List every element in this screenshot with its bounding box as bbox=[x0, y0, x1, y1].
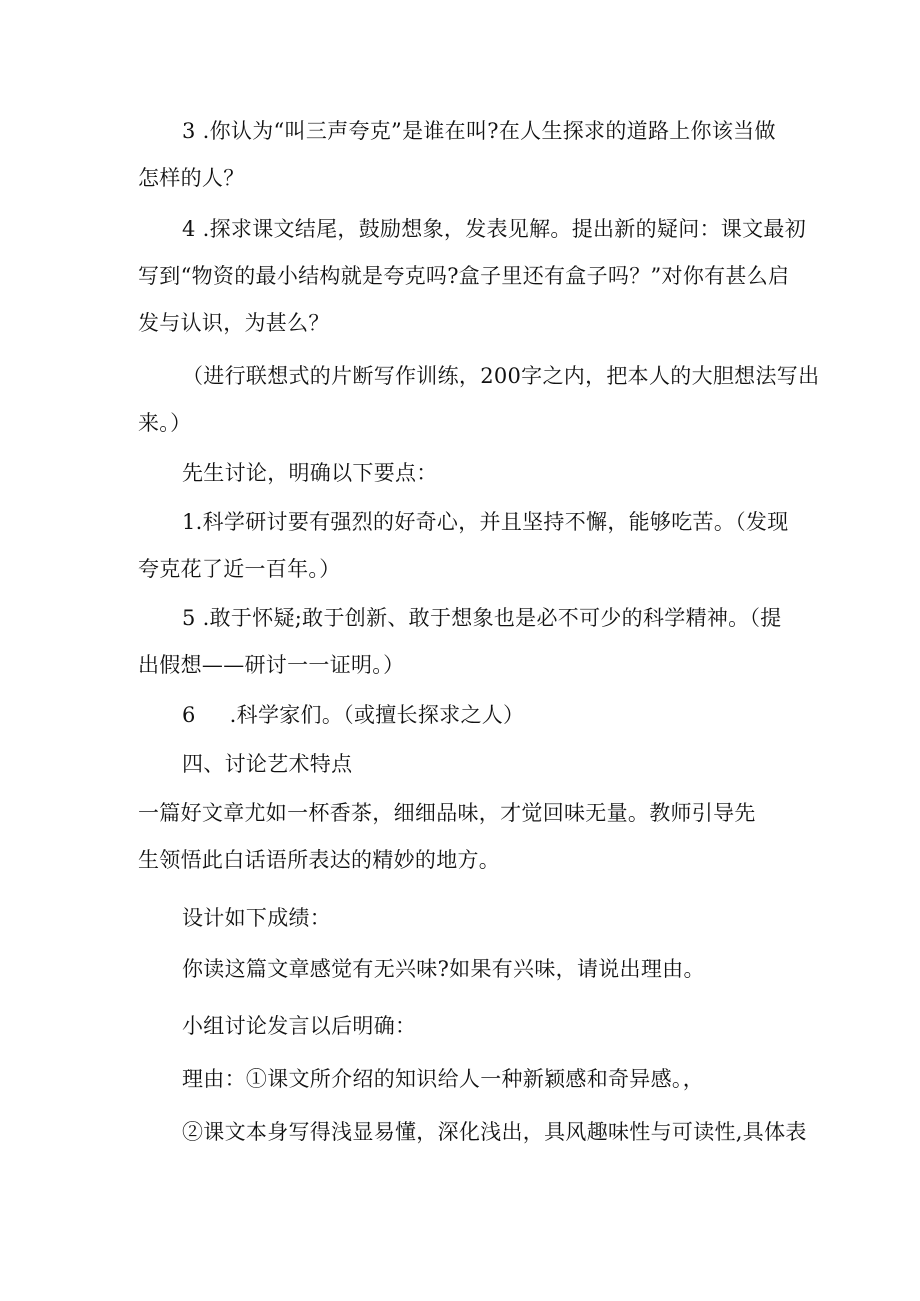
paragraph-line: 1.科学研讨要有强烈的好奇心，并且坚持不懈，能够吃苦。（发现 bbox=[182, 510, 789, 534]
paragraph-line: .科学家们。（或擅长探求之人） bbox=[229, 703, 525, 727]
paragraph-line: 生领悟此白话语所表达的精妙的地方。 bbox=[138, 848, 501, 872]
paragraph-line: 写到“物资的最小结构就是夸克吗?盒子里还有盒子吗？”对你有甚么启 bbox=[138, 264, 790, 288]
paragraph-line: 小组讨论发言以后明确： bbox=[182, 1014, 417, 1038]
paragraph-line: 先生讨论，明确以下要点： bbox=[182, 461, 438, 485]
paragraph-line: 3 .你认为“叫三声夸克”是谁在叫?在人生探求的道路上你该当做 bbox=[182, 119, 776, 143]
paragraph-question-4 bbox=[138, 206, 807, 347]
paragraph-line: ②课文本身写得浅显易懂，深化浅出，具风趣味性与可读性,具体表 bbox=[182, 1120, 807, 1144]
paragraph-discussion bbox=[138, 450, 788, 497]
paragraph-reason-1 bbox=[138, 1056, 788, 1103]
paragraph-point-1 bbox=[138, 499, 788, 593]
paragraph-line: 怎样的人？ bbox=[138, 166, 245, 190]
paragraph-line: （进行联想式的片断写作训练，200字之内，把本人的大胆想法写出 bbox=[182, 364, 820, 388]
paragraph-line: 来。） bbox=[138, 411, 192, 435]
paragraph-line: 出假想——研讨一一证明。） bbox=[138, 653, 405, 677]
paragraph-intro bbox=[138, 790, 788, 884]
paragraph-line: 理由：①课文所介绍的知识给人一种新颖感和奇异感。， bbox=[182, 1067, 704, 1091]
paragraph-reading-question bbox=[138, 946, 788, 993]
paragraph-group-discussion bbox=[138, 1003, 788, 1050]
paragraph-line: 夸克花了近一百年。） bbox=[138, 557, 341, 581]
point-number: 6 bbox=[182, 703, 196, 727]
paragraph-reason-2 bbox=[138, 1109, 807, 1156]
paragraph-design bbox=[138, 895, 788, 942]
paragraph-line: 4 .探求课文结尾，鼓励想象，发表见解。提出新的疑问：课文最初 bbox=[182, 217, 807, 241]
paragraph-question-3 bbox=[138, 108, 788, 202]
section-heading-4 bbox=[138, 741, 788, 788]
paragraph-line: 发与认识，为甚么？ bbox=[138, 311, 330, 335]
paragraph-line: 5 .敢于怀疑;敢于创新、敢于想象也是必不可少的科学精神。（提 bbox=[182, 606, 782, 630]
paragraph-line: 设计如下成绩： bbox=[182, 906, 332, 930]
paragraph-point-5 bbox=[138, 595, 788, 689]
section-title: 四、讨论艺术特点 bbox=[182, 752, 353, 776]
paragraph-line: 一篇好文章尤如一杯香茶，细细品味，才觉回味无量。教师引导先 bbox=[138, 801, 756, 825]
paragraph-point-6 bbox=[138, 692, 788, 739]
paragraph-line: 你读这篇文章感觉有无兴味?如果有兴味，请说出理由。 bbox=[182, 957, 705, 981]
paragraph-writing-note bbox=[138, 353, 820, 447]
